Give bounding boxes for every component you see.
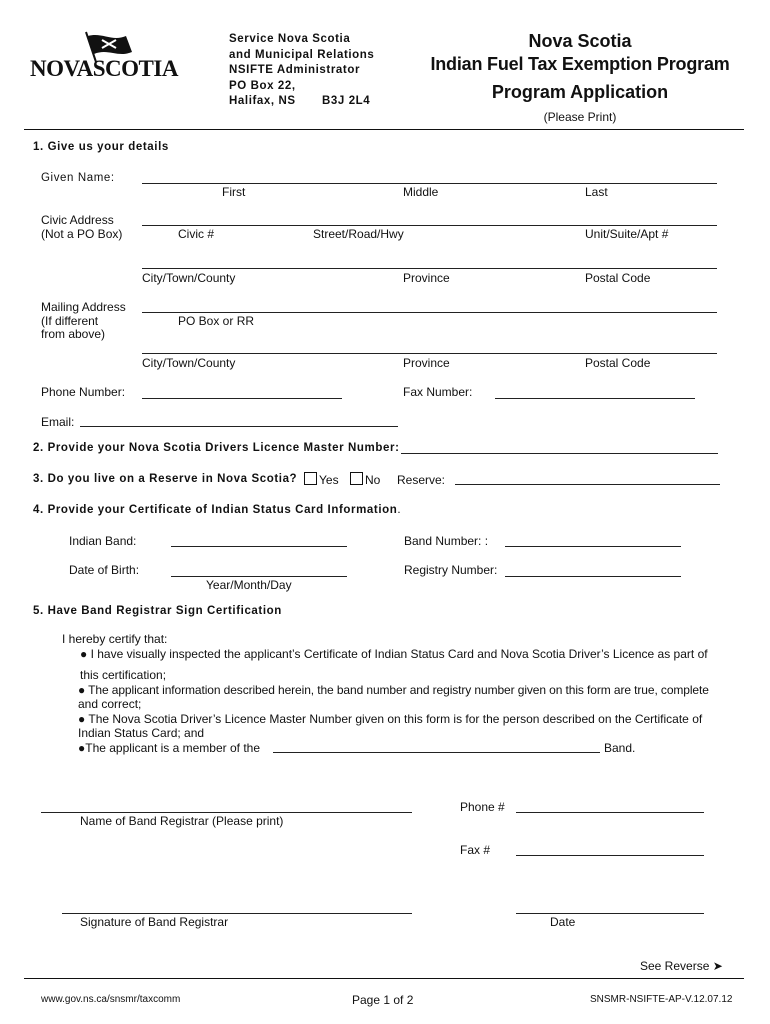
address-line: Service Nova Scotia	[229, 33, 351, 45]
mailing-city-label: City/Town/County	[142, 356, 236, 370]
registrar-name-label: Name of Band Registrar (Please print)	[80, 814, 284, 828]
yes-checkbox[interactable]	[304, 472, 317, 485]
city-field[interactable]	[142, 268, 717, 269]
title-nova-scotia: Nova Scotia	[528, 31, 632, 51]
section-2-heading: 2. Provide your Nova Scotia Drivers Licence Master Number:	[33, 442, 400, 454]
signature-field[interactable]	[62, 913, 412, 914]
dob-field[interactable]	[171, 576, 347, 577]
bullet-1: ● I have visually inspected the applicant’s Certificate of Indian Status Card and Nova Scotia Driver’s Licence as part of	[80, 647, 708, 661]
mailing-address-label: Mailing Address	[41, 300, 126, 314]
no-checkbox[interactable]	[350, 472, 363, 485]
see-reverse: See Reverse ➤	[640, 959, 723, 973]
address-block	[229, 32, 374, 94]
registrar-phone-field[interactable]	[516, 812, 704, 813]
province-label: Province	[403, 271, 450, 285]
bullet-1-cont: this certification;	[80, 668, 167, 682]
phone-label: Phone Number:	[41, 385, 126, 399]
mailing-postal-label: Postal Code	[585, 356, 651, 370]
yes-label: Yes	[319, 473, 339, 487]
unit-label: Unit/Suite/Apt #	[585, 227, 669, 241]
bullet-2: ● The applicant information described herein, the band number and registry number given on this form are true, complete	[78, 683, 709, 697]
mailing-city-field[interactable]	[142, 353, 717, 354]
section-4-heading	[33, 504, 401, 516]
address-postal: B3J 2L4	[322, 95, 371, 107]
yes-option[interactable]	[304, 472, 339, 487]
registrar-fax-field[interactable]	[516, 855, 704, 856]
band-member-field[interactable]	[273, 752, 600, 753]
bullet-4: ●The applicant is a member of the	[78, 741, 261, 755]
not-po-box-label: (Not a PO Box)	[41, 227, 123, 241]
registry-number-label: Registry Number:	[404, 563, 498, 577]
title-program: Indian Fuel Tax Exemption Program	[430, 54, 730, 74]
no-option[interactable]	[350, 472, 380, 487]
address-line: PO Box 22,	[229, 79, 296, 92]
form-code: SNSMR-NSIFTE-AP-V.12.07.12	[590, 994, 733, 1005]
footer-divider	[24, 978, 744, 979]
registrar-name-field[interactable]	[41, 812, 412, 813]
section-1-heading: 1. Give us your details	[33, 141, 169, 153]
section-4-period: .	[397, 504, 402, 516]
band-number-label: Band Number: :	[404, 534, 489, 548]
reserve-field[interactable]	[455, 484, 720, 485]
middle-label: Middle	[403, 185, 439, 199]
given-name-field[interactable]	[142, 183, 717, 184]
date-label: Date	[550, 915, 576, 929]
logo-text: NOVASCOTIA	[30, 56, 178, 81]
year-month-day-label: Year/Month/Day	[206, 578, 292, 592]
licence-number-field[interactable]	[401, 453, 718, 454]
bullet-2-cont: and correct;	[78, 697, 142, 711]
address-line: and Municipal Relations	[229, 48, 375, 61]
mailing-province-label: Province	[403, 356, 450, 370]
indian-band-field[interactable]	[171, 546, 347, 547]
bullet-3: ● The Nova Scotia Driver’s Licence Master Number given on this form is for the person described on the Certificate of	[78, 712, 703, 726]
po-box-label: PO Box or RR	[178, 314, 255, 328]
band-word: Band.	[604, 741, 636, 755]
fax-label: Fax Number:	[403, 385, 473, 399]
bullet-3-cont: Indian Status Card; and	[78, 726, 205, 740]
address-line: NSIFTE Administrator	[229, 64, 361, 76]
band-number-field[interactable]	[505, 546, 681, 547]
reserve-label: Reserve:	[397, 473, 446, 487]
title-application: Program Application	[491, 82, 669, 102]
city-label: City/Town/County	[142, 271, 236, 285]
phone-field[interactable]	[142, 398, 342, 399]
street-label: Street/Road/Hwy	[313, 227, 404, 241]
footer-url: www.gov.ns.ca/snsmr/taxcomm	[41, 994, 181, 1005]
header-divider	[24, 129, 744, 130]
civic-number-label: Civic #	[178, 227, 215, 241]
civic-address-label: Civic Address	[41, 213, 114, 227]
from-above-label: from above)	[41, 327, 106, 341]
section-3-heading: 3. Do you live on a Reserve in Nova Scotia?	[33, 473, 298, 485]
email-label: Email:	[41, 415, 75, 429]
address-city: Halifax, NS	[229, 95, 296, 107]
first-label: First	[222, 185, 246, 199]
no-label: No	[365, 473, 381, 487]
if-different-label: (If different	[41, 314, 99, 328]
last-label: Last	[585, 185, 608, 199]
registrar-fax-label: Fax #	[460, 843, 491, 857]
please-print: (Please Print)	[543, 110, 617, 124]
date-field[interactable]	[516, 913, 704, 914]
fax-field[interactable]	[495, 398, 695, 399]
section-5-heading: 5. Have Band Registrar Sign Certification	[33, 605, 282, 617]
certify-label: I hereby certify that:	[62, 632, 168, 646]
email-field[interactable]	[80, 426, 398, 427]
mailing-address-field[interactable]	[142, 312, 717, 313]
nova-scotia-logo	[30, 30, 190, 80]
given-name-label: Given Name:	[41, 172, 115, 184]
indian-band-label: Indian Band:	[69, 534, 137, 548]
postal-code-label: Postal Code	[585, 271, 651, 285]
civic-address-field[interactable]	[142, 225, 717, 226]
registrar-phone-label: Phone #	[460, 800, 505, 814]
page-number: Page 1 of 2	[352, 993, 414, 1007]
dob-label: Date of Birth:	[69, 563, 140, 577]
section-4-title: 4. Provide your Certificate of Indian Status Card Information	[33, 504, 398, 516]
signature-label: Signature of Band Registrar	[80, 915, 229, 929]
registry-number-field[interactable]	[505, 576, 681, 577]
